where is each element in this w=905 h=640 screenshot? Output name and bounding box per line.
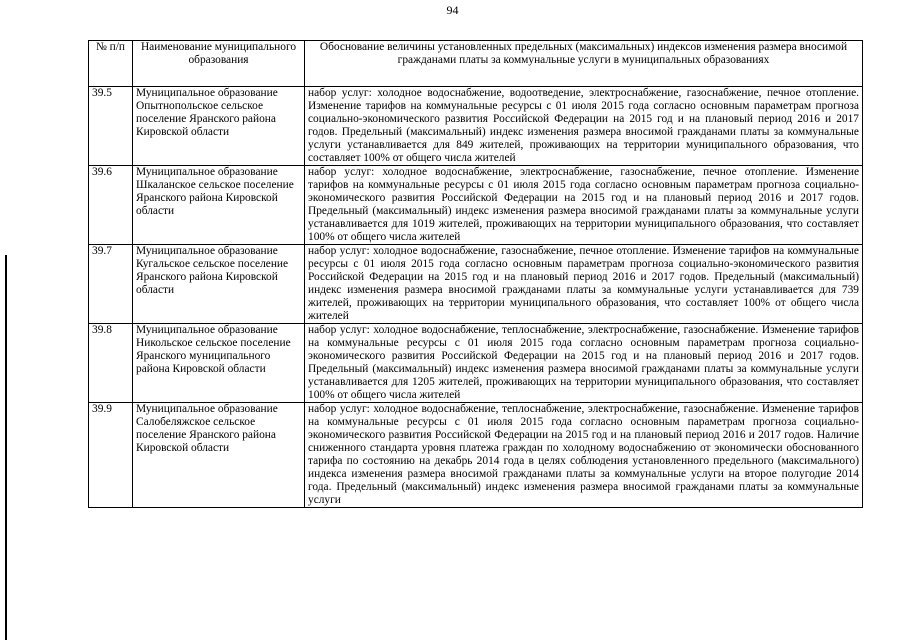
row-number: 39.8 bbox=[89, 324, 133, 403]
row-number: 39.9 bbox=[89, 403, 133, 508]
table-row bbox=[89, 324, 863, 403]
header-justification: Обоснование величины установленных предельных (максимальных) индексов изменения размера вносимой гражданами платы за коммунальные услуги в муниципальных образованиях bbox=[305, 41, 863, 87]
municipality-name: Муниципальное образование Салобеляжское сельское поселение Яранского района Кировской области bbox=[133, 403, 305, 508]
scan-edge-bar bbox=[5, 255, 7, 640]
row-number: 39.6 bbox=[89, 166, 133, 245]
table-row bbox=[89, 87, 863, 166]
page-number: 94 bbox=[446, 3, 459, 17]
row-number: 39.5 bbox=[89, 87, 133, 166]
table-row bbox=[89, 403, 863, 508]
justification-text: набор услуг: холодное водоснабжение, водоотведение, электроснабжение, газоснабжение, печное отопление. Изменение тарифов на коммунальные ресурсы с 01 июля 2015 года согласно основным параметрам прогноза социально-экономического развития Российской Федерации на 2015 год и на плановый период 2016 и 2017 годов. Предельный (максимальный) индекс изменения размера вносимой гражданами платы за коммунальные услуги устанавливается для 849 жителей, проживающих на территории муниципального образования, что составляет 100% от общего числа жителей bbox=[305, 87, 863, 166]
municipality-name: Муниципальное образование Опытнопольское сельское поселение Яранского района Кировской области bbox=[133, 87, 305, 166]
table-row bbox=[89, 245, 863, 324]
tariff-index-table bbox=[88, 40, 863, 508]
municipality-name: Муниципальное образование Кугальское сельское поселение Яранского района Кировской области bbox=[133, 245, 305, 324]
municipality-name: Муниципальное образование Шкаланское сельское поселение Яранского района Кировской области bbox=[133, 166, 305, 245]
table-header-row bbox=[89, 41, 863, 87]
justification-text: набор услуг: холодное водоснабжение, электроснабжение, газоснабжение, печное отопление. Изменение тарифов на коммунальные ресурсы с 01 июля 2015 года согласно основным параметрам прогноза социально-экономического развития Российской Федерации на 2015 год и на плановый период 2016 и 2017 годов. Предельный (максимальный) индекс изменения размера вносимой гражданами платы за коммунальные услуги устанавливается для 1019 жителей, проживающих на территории муниципального образования, что составляет 100% от общего числа жителей bbox=[305, 166, 863, 245]
justification-text: набор услуг: холодное водоснабжение, теплоснабжение, электроснабжение, газоснабжение. Изменение тарифов на коммунальные ресурсы с 01 июля 2015 года согласно основным параметрам прогноза социально-экономического развития Российской Федерации на 2015 год и на плановый период 2016 и 2017 годов. Наличие сниженного стандарта уровня платежа граждан по холодному водоснабжению от экономически обоснованного тарифа по состоянию на декабрь 2014 года в целях соблюдения установленного предельного (максимального) индекса изменения размера вносимой гражданами платы за коммунальные услуги на второе полугодие 2014 года. Предельный (максимальный) индекс изменения размера вносимой гражданами платы за коммунальные услуги bbox=[305, 403, 863, 508]
justification-text: набор услуг: холодное водоснабжение, газоснабжение, печное отопление. Изменение тарифов на коммунальные ресурсы с 01 июля 2015 года согласно основным параметрам прогноза социально-экономического развития Российской Федерации на 2015 год и на плановый период 2016 и 2017 годов. Предельный (максимальный) индекс изменения размера вносимой гражданами платы за коммунальные услуги устанавливается для 739 жителей, проживающих на территории муниципального образования, что составляет 100% от общего числа жителей bbox=[305, 245, 863, 324]
header-name: Наименование муниципального образования bbox=[133, 41, 305, 87]
justification-text: набор услуг: холодное водоснабжение, теплоснабжение, электроснабжение, газоснабжение. Изменение тарифов на коммунальные ресурсы с 01 июля 2015 года согласно основным параметрам прогноза социально-экономического развития Российской Федерации на 2015 год и на плановый период 2016 и 2017 годов. Предельный (максимальный) индекс изменения размера вносимой гражданами платы за коммунальные услуги устанавливается для 1205 жителей, проживающих на территории муниципального образования, что составляет 100% от общего числа жителей bbox=[305, 324, 863, 403]
table-row bbox=[89, 166, 863, 245]
row-number: 39.7 bbox=[89, 245, 133, 324]
header-no: № п/п bbox=[89, 41, 133, 87]
municipality-name: Муниципальное образование Никольское сельское поселение Яранского муниципального района Кировской области bbox=[133, 324, 305, 403]
